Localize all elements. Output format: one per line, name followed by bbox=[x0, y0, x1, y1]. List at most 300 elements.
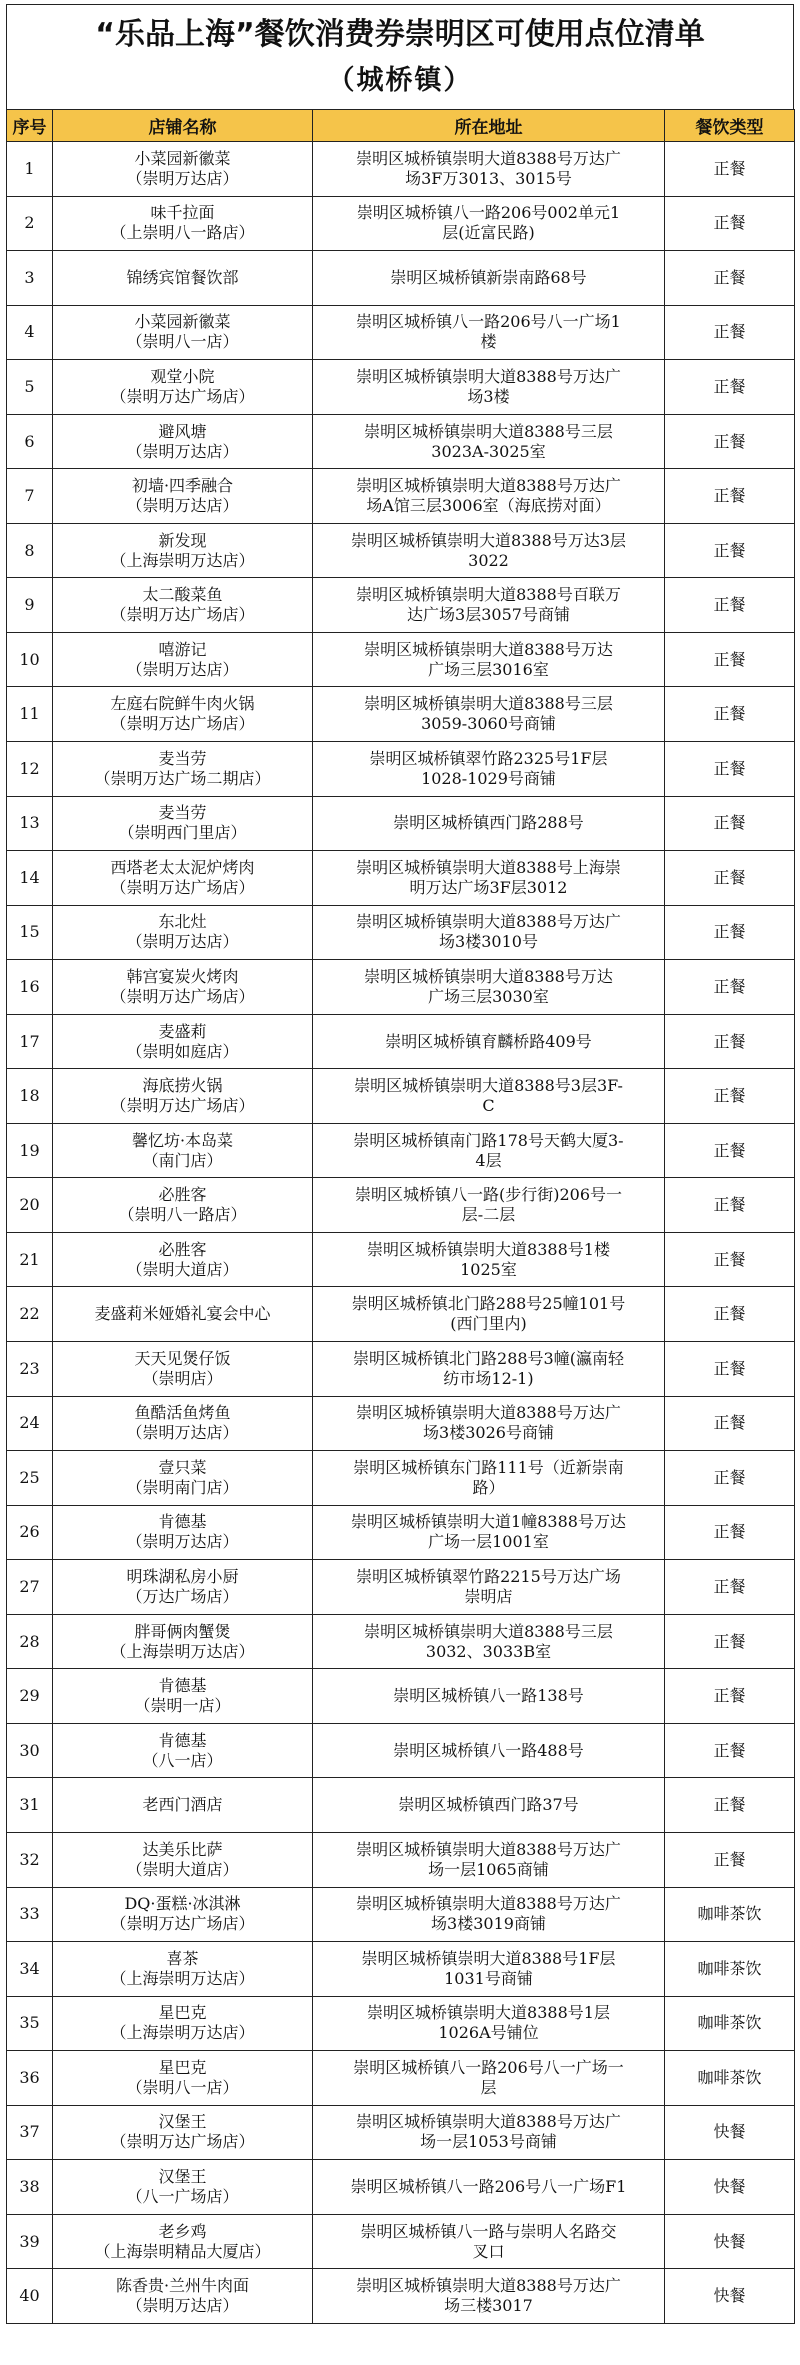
address-cell bbox=[313, 1560, 665, 1615]
store-name: 肯德基 bbox=[158, 1730, 207, 1750]
cuisine-type: 正餐 bbox=[665, 251, 795, 306]
table-row bbox=[7, 1232, 795, 1287]
store-name-cell bbox=[53, 142, 313, 197]
store-branch: （崇明万达广场店） bbox=[110, 386, 255, 406]
store-name-cell bbox=[53, 523, 313, 578]
address-line: 崇明区城桥镇崇明大道8388号1楼 bbox=[367, 1239, 610, 1259]
store-name: 麦当劳 bbox=[158, 748, 207, 768]
address-line: 路） bbox=[472, 1477, 505, 1497]
row-number: 27 bbox=[7, 1560, 53, 1615]
store-name-cell bbox=[53, 1942, 313, 1997]
row-number: 22 bbox=[7, 1287, 53, 1342]
table-row bbox=[7, 1342, 795, 1397]
store-name: 小菜园新徽菜 bbox=[134, 312, 231, 332]
store-name: 麦盛莉 bbox=[158, 1021, 207, 1041]
table-row bbox=[7, 2269, 795, 2324]
address-cell bbox=[313, 2160, 665, 2215]
table-body bbox=[7, 142, 795, 2324]
address-line: 广场三层3030室 bbox=[428, 986, 549, 1006]
address-line: 崇明区城桥镇崇明大道8388号万达广 bbox=[356, 1839, 621, 1859]
cuisine-type: 正餐 bbox=[665, 1451, 795, 1506]
store-branch: （崇明八一路店） bbox=[118, 1205, 247, 1225]
store-name: 陈香贵·兰州牛肉面 bbox=[115, 2276, 250, 2296]
address-cell bbox=[313, 1451, 665, 1506]
row-number: 21 bbox=[7, 1232, 53, 1287]
address-cell bbox=[313, 1887, 665, 1942]
store-branch: （八一店） bbox=[142, 1750, 223, 1770]
table-row bbox=[7, 414, 795, 469]
store-name-cell bbox=[53, 1614, 313, 1669]
address-line: 4层 bbox=[475, 1150, 502, 1170]
address-line: 场一层1065商铺 bbox=[428, 1859, 549, 1879]
store-name-cell bbox=[53, 414, 313, 469]
store-name-cell bbox=[53, 1069, 313, 1124]
store-name-cell bbox=[53, 251, 313, 306]
table-row bbox=[7, 1069, 795, 1124]
cuisine-type: 正餐 bbox=[665, 414, 795, 469]
table-row bbox=[7, 1123, 795, 1178]
address-cell bbox=[313, 687, 665, 742]
address-line: 3032、3033B室 bbox=[425, 1641, 552, 1661]
address-cell bbox=[313, 1123, 665, 1178]
address-line: 达广场3层3057号商铺 bbox=[407, 605, 570, 625]
store-name-cell bbox=[53, 1669, 313, 1724]
table-row bbox=[7, 523, 795, 578]
store-name-cell bbox=[53, 960, 313, 1015]
row-number: 18 bbox=[7, 1069, 53, 1124]
table-row bbox=[7, 1560, 795, 1615]
address-cell bbox=[313, 1942, 665, 1997]
store-name-cell bbox=[53, 2269, 313, 2324]
cuisine-type: 正餐 bbox=[665, 851, 795, 906]
address-line: 场一层1053号商铺 bbox=[420, 2132, 557, 2152]
address-line: 3059-3060号商铺 bbox=[421, 714, 556, 734]
row-number: 32 bbox=[7, 1832, 53, 1887]
address-line: 崇明区城桥镇崇明大道8388号万达 bbox=[364, 966, 613, 986]
address-cell bbox=[313, 1723, 665, 1778]
address-cell bbox=[313, 2105, 665, 2160]
cuisine-type: 快餐 bbox=[665, 2214, 795, 2269]
row-number: 2 bbox=[7, 196, 53, 251]
store-name-cell bbox=[53, 851, 313, 906]
address-line: 崇明区城桥镇北门路288号25幢101号 bbox=[351, 1294, 626, 1314]
address-line: 崇明区城桥镇崇明大道8388号万达广 bbox=[356, 912, 621, 932]
address-line: 崇明区城桥镇崇明大道8388号1层 bbox=[367, 2003, 610, 2023]
row-number: 36 bbox=[7, 2051, 53, 2106]
table-row bbox=[7, 1614, 795, 1669]
row-number: 4 bbox=[7, 305, 53, 360]
address-line: 崇明区城桥镇翠竹路2215号万达广场 bbox=[356, 1566, 621, 1586]
table-row bbox=[7, 1396, 795, 1451]
store-branch: （上崇明八一路店） bbox=[110, 223, 255, 243]
store-name: DQ·蛋糕·冰淇淋 bbox=[124, 1894, 241, 1914]
cuisine-type: 正餐 bbox=[665, 905, 795, 960]
cuisine-type: 正餐 bbox=[665, 1560, 795, 1615]
cuisine-type: 正餐 bbox=[665, 142, 795, 197]
store-name: 鱼酷活鱼烤鱼 bbox=[134, 1403, 231, 1423]
store-branch: （崇明一店） bbox=[134, 1696, 231, 1716]
address-line: 场3楼3026号商铺 bbox=[423, 1423, 554, 1443]
address-line: 崇明区城桥镇崇明大道8388号万达广 bbox=[356, 1403, 621, 1423]
row-number: 39 bbox=[7, 2214, 53, 2269]
store-branch: （崇明万达店） bbox=[126, 2296, 239, 2316]
row-number: 12 bbox=[7, 742, 53, 797]
cuisine-type: 正餐 bbox=[665, 578, 795, 633]
store-branch: （崇明万达店） bbox=[126, 441, 239, 461]
table-row bbox=[7, 360, 795, 415]
address-line: 广场三层3016室 bbox=[428, 659, 549, 679]
table-row bbox=[7, 305, 795, 360]
table-row bbox=[7, 905, 795, 960]
store-name-cell bbox=[53, 687, 313, 742]
row-number: 24 bbox=[7, 1396, 53, 1451]
store-branch: （南门店） bbox=[142, 1150, 223, 1170]
address-line: 场3F万3013、3015号 bbox=[405, 168, 572, 188]
address-cell bbox=[313, 1996, 665, 2051]
store-branch: （崇明万达店） bbox=[126, 168, 239, 188]
address-line: 楼 bbox=[480, 332, 497, 352]
table-row bbox=[7, 1887, 795, 1942]
address-line: 纺市场12-1) bbox=[443, 1368, 534, 1388]
address-line: 崇明区城桥镇崇明大道8388号万达广 bbox=[356, 366, 621, 386]
table-row bbox=[7, 2051, 795, 2106]
address-line: (西门里内) bbox=[450, 1314, 527, 1334]
address-line: 崇明区城桥镇崇明大道8388号万达广 bbox=[356, 476, 621, 496]
store-name-cell bbox=[53, 2105, 313, 2160]
address-line: 崇明区城桥镇崇明大道8388号万达广 bbox=[356, 1894, 621, 1914]
address-line: 崇明区城桥镇崇明大道8388号万达广 bbox=[356, 148, 621, 168]
address-line: 1026A号铺位 bbox=[438, 2023, 539, 2043]
address-line: 崇明区城桥镇崇明大道8388号1F层 bbox=[361, 1948, 616, 1968]
table-header-row bbox=[7, 110, 795, 142]
address-line: 崇明区城桥镇八一路与崇明人名路交 bbox=[360, 2221, 617, 2241]
store-name: 老乡鸡 bbox=[158, 2221, 207, 2241]
store-name-cell bbox=[53, 796, 313, 851]
address-cell bbox=[313, 1778, 665, 1833]
address-cell bbox=[313, 251, 665, 306]
table-row bbox=[7, 469, 795, 524]
store-branch: （崇明万达店） bbox=[126, 1532, 239, 1552]
page-subtitle: （城桥镇） bbox=[327, 65, 473, 96]
store-branch: （崇明万达广场店） bbox=[110, 605, 255, 625]
address-cell bbox=[313, 578, 665, 633]
address-cell bbox=[313, 523, 665, 578]
table-row bbox=[7, 1178, 795, 1233]
page-title: “乐品上海”餐饮消费券崇明区可使用点位清单 bbox=[95, 17, 705, 52]
address-line: 场A馆三层3006室（海底捞对面） bbox=[366, 496, 611, 516]
venue-table bbox=[6, 109, 795, 2324]
store-branch: （崇明万达广场店） bbox=[110, 877, 255, 897]
address-line: 崇明区城桥镇崇明大道8388号3层3F- bbox=[354, 1076, 623, 1096]
store-name: 太二酸菜鱼 bbox=[142, 585, 223, 605]
store-name: 老西门酒店 bbox=[142, 1795, 223, 1815]
address-cell bbox=[313, 414, 665, 469]
store-name: 天天见煲仔饭 bbox=[134, 1348, 231, 1368]
cuisine-type: 正餐 bbox=[665, 1832, 795, 1887]
address-line: 1031号商铺 bbox=[444, 1968, 533, 1988]
store-name: 麦盛莉米娅婚礼宴会中心 bbox=[94, 1304, 271, 1324]
store-name: 肯德基 bbox=[158, 1676, 207, 1696]
store-name-cell bbox=[53, 469, 313, 524]
store-name-cell bbox=[53, 578, 313, 633]
row-number: 26 bbox=[7, 1505, 53, 1560]
store-name: 汉堡王 bbox=[158, 2167, 207, 2186]
address-line: 崇明区城桥镇北门路288号3幢(瀛南轻 bbox=[353, 1348, 624, 1368]
address-line: 场3楼3010号 bbox=[439, 932, 538, 952]
cuisine-type: 正餐 bbox=[665, 1014, 795, 1069]
address-cell bbox=[313, 905, 665, 960]
store-name-cell bbox=[53, 196, 313, 251]
address-line: 崇明区城桥镇崇明大道8388号万达广 bbox=[356, 2276, 621, 2296]
table-row bbox=[7, 1014, 795, 1069]
table-row bbox=[7, 142, 795, 197]
cuisine-type: 快餐 bbox=[665, 2269, 795, 2324]
address-cell bbox=[313, 632, 665, 687]
row-number: 34 bbox=[7, 1942, 53, 1997]
store-branch: （崇明南门店） bbox=[126, 1477, 239, 1497]
address-line: 场三楼3017 bbox=[444, 2296, 533, 2316]
store-name: 星巴克 bbox=[158, 2057, 207, 2077]
row-number: 31 bbox=[7, 1778, 53, 1833]
store-name-cell bbox=[53, 1505, 313, 1560]
address-cell bbox=[313, 796, 665, 851]
cuisine-type: 咖啡茶饮 bbox=[665, 1996, 795, 2051]
cuisine-type: 正餐 bbox=[665, 1123, 795, 1178]
address-line: 崇明区城桥镇育麟桥路409号 bbox=[385, 1031, 592, 1051]
address-line: 崇明区城桥镇南门路178号天鹤大厦3- bbox=[353, 1130, 624, 1150]
store-name-cell bbox=[53, 1451, 313, 1506]
store-name-cell bbox=[53, 1723, 313, 1778]
address-line: 叉口 bbox=[472, 2241, 505, 2261]
store-name-cell bbox=[53, 1178, 313, 1233]
store-branch: （崇明万达店） bbox=[126, 496, 239, 516]
store-name: 东北灶 bbox=[158, 912, 207, 932]
store-name-cell bbox=[53, 1014, 313, 1069]
address-cell bbox=[313, 2051, 665, 2106]
address-cell bbox=[313, 1342, 665, 1397]
store-branch: （万达广场店） bbox=[126, 1586, 239, 1606]
store-name-cell bbox=[53, 2051, 313, 2106]
address-line: 崇明区城桥镇翠竹路2325号1F层 bbox=[369, 748, 608, 768]
cuisine-type: 正餐 bbox=[665, 1178, 795, 1233]
cuisine-type: 咖啡茶饮 bbox=[665, 1942, 795, 1997]
column-header-address: 所在地址 bbox=[313, 110, 665, 142]
address-line: 层 bbox=[480, 2077, 497, 2097]
store-branch: （崇明八一店） bbox=[126, 332, 239, 352]
column-header-type: 餐饮类型 bbox=[665, 110, 795, 142]
row-number: 33 bbox=[7, 1887, 53, 1942]
address-cell bbox=[313, 469, 665, 524]
address-cell bbox=[313, 1832, 665, 1887]
store-name: 西塔老太太泥炉烤肉 bbox=[110, 857, 255, 877]
store-name: 初墙·四季融合 bbox=[131, 476, 234, 496]
store-branch: （上海崇明精品大厦店） bbox=[94, 2241, 271, 2261]
address-line: 崇明区城桥镇八一路206号002单元1 bbox=[356, 203, 621, 223]
address-line: 崇明区城桥镇崇明大道8388号百联万 bbox=[356, 585, 621, 605]
cuisine-type: 正餐 bbox=[665, 196, 795, 251]
table-row bbox=[7, 2105, 795, 2160]
address-cell bbox=[313, 142, 665, 197]
address-line: C bbox=[482, 1096, 495, 1116]
address-line: 崇明区城桥镇崇明大道8388号万达3层 bbox=[351, 530, 626, 550]
table-row bbox=[7, 1723, 795, 1778]
store-branch: （崇明大道店） bbox=[126, 1859, 239, 1879]
store-name-cell bbox=[53, 1342, 313, 1397]
address-cell bbox=[313, 1669, 665, 1724]
table-row bbox=[7, 578, 795, 633]
store-name-cell bbox=[53, 360, 313, 415]
store-name-cell bbox=[53, 1232, 313, 1287]
table-row bbox=[7, 1942, 795, 1997]
address-line: 广场一层1001室 bbox=[428, 1532, 549, 1552]
store-branch: （崇明万达广场二期店） bbox=[94, 768, 271, 788]
row-number: 15 bbox=[7, 905, 53, 960]
row-number: 8 bbox=[7, 523, 53, 578]
store-branch: （崇明万达店） bbox=[126, 659, 239, 679]
store-name: 避风塘 bbox=[158, 421, 207, 441]
row-number: 23 bbox=[7, 1342, 53, 1397]
address-line: 崇明区城桥镇崇明大道8388号上海崇 bbox=[356, 857, 621, 877]
store-name-cell bbox=[53, 1123, 313, 1178]
address-cell bbox=[313, 196, 665, 251]
cuisine-type: 正餐 bbox=[665, 1614, 795, 1669]
table-row bbox=[7, 1505, 795, 1560]
address-cell bbox=[313, 1178, 665, 1233]
cuisine-type: 正餐 bbox=[665, 1342, 795, 1397]
address-line: 3023A-3025室 bbox=[431, 441, 546, 461]
address-cell bbox=[313, 1014, 665, 1069]
address-cell bbox=[313, 742, 665, 797]
store-branch: （上海崇明万达店） bbox=[110, 1968, 255, 1988]
address-line: 崇明区城桥镇八一路(步行街)206号一 bbox=[354, 1185, 623, 1205]
store-name: 左庭右院鲜牛肉火锅 bbox=[110, 694, 255, 714]
table-row bbox=[7, 960, 795, 1015]
address-cell bbox=[313, 1614, 665, 1669]
store-name: 星巴克 bbox=[158, 2003, 207, 2023]
cuisine-type: 咖啡茶饮 bbox=[665, 1887, 795, 1942]
store-name-cell bbox=[53, 1287, 313, 1342]
row-number: 7 bbox=[7, 469, 53, 524]
address-line: 3022 bbox=[468, 550, 509, 570]
table-row bbox=[7, 2214, 795, 2269]
store-name-cell bbox=[53, 1560, 313, 1615]
address-line: 场3楼 bbox=[467, 386, 510, 406]
address-line: 1028-1029号商铺 bbox=[421, 768, 556, 788]
row-number: 1 bbox=[7, 142, 53, 197]
address-line: 崇明区城桥镇崇明大道1幢8388号万达 bbox=[351, 1512, 626, 1532]
address-cell bbox=[313, 851, 665, 906]
row-number: 30 bbox=[7, 1723, 53, 1778]
cuisine-type: 正餐 bbox=[665, 687, 795, 742]
address-line: 崇明店 bbox=[464, 1586, 513, 1606]
row-number: 38 bbox=[7, 2160, 53, 2215]
row-number: 28 bbox=[7, 1614, 53, 1669]
store-name-cell bbox=[53, 2160, 313, 2215]
store-name: 锦绣宾馆餐饮部 bbox=[126, 267, 239, 287]
table-row bbox=[7, 1832, 795, 1887]
store-branch: （崇明万达广场店） bbox=[110, 1096, 255, 1116]
store-branch: （崇明万达广场店） bbox=[110, 1914, 255, 1934]
store-branch: （崇明大道店） bbox=[126, 1259, 239, 1279]
store-branch: （崇明店） bbox=[142, 1368, 223, 1388]
store-name: 嘻游记 bbox=[158, 639, 207, 659]
address-cell bbox=[313, 2269, 665, 2324]
address-line: 崇明区城桥镇西门路37号 bbox=[398, 1795, 579, 1815]
store-name: 馨忆坊·本岛菜 bbox=[131, 1130, 234, 1150]
table-row bbox=[7, 1996, 795, 2051]
table-row bbox=[7, 742, 795, 797]
cuisine-type: 快餐 bbox=[665, 2160, 795, 2215]
row-number: 19 bbox=[7, 1123, 53, 1178]
store-name: 味千拉面 bbox=[150, 203, 215, 223]
row-number: 17 bbox=[7, 1014, 53, 1069]
table-row bbox=[7, 2160, 795, 2215]
store-branch: （崇明万达店） bbox=[126, 1423, 239, 1443]
address-cell bbox=[313, 305, 665, 360]
address-line: 层(近富民路) bbox=[442, 223, 535, 243]
row-number: 10 bbox=[7, 632, 53, 687]
row-number: 6 bbox=[7, 414, 53, 469]
cuisine-type: 正餐 bbox=[665, 1287, 795, 1342]
table-row bbox=[7, 851, 795, 906]
store-branch: （崇明西门里店） bbox=[118, 823, 247, 843]
address-line: 崇明区城桥镇八一路206号八一广场F1 bbox=[350, 2177, 627, 2196]
address-cell bbox=[313, 1232, 665, 1287]
address-line: 崇明区城桥镇崇明大道8388号三层 bbox=[364, 1621, 613, 1641]
cuisine-type: 正餐 bbox=[665, 469, 795, 524]
column-header-name: 店铺名称 bbox=[53, 110, 313, 142]
row-number: 9 bbox=[7, 578, 53, 633]
address-line: 崇明区城桥镇八一路206号八一广场1 bbox=[356, 312, 621, 332]
row-number: 37 bbox=[7, 2105, 53, 2160]
store-name: 肯德基 bbox=[158, 1512, 207, 1532]
cuisine-type: 正餐 bbox=[665, 1232, 795, 1287]
address-cell bbox=[313, 1287, 665, 1342]
table-row bbox=[7, 796, 795, 851]
table-row bbox=[7, 1451, 795, 1506]
cuisine-type: 正餐 bbox=[665, 1396, 795, 1451]
address-line: 崇明区城桥镇八一路138号 bbox=[393, 1686, 584, 1706]
row-number: 29 bbox=[7, 1669, 53, 1724]
row-number: 16 bbox=[7, 960, 53, 1015]
row-number: 11 bbox=[7, 687, 53, 742]
store-name-cell bbox=[53, 1778, 313, 1833]
title-box bbox=[6, 4, 794, 109]
address-line: 崇明区城桥镇西门路288号 bbox=[393, 813, 584, 833]
address-cell bbox=[313, 1069, 665, 1124]
store-name: 必胜客 bbox=[158, 1239, 207, 1259]
store-name: 海底捞火锅 bbox=[142, 1076, 223, 1096]
store-name-cell bbox=[53, 1396, 313, 1451]
cuisine-type: 正餐 bbox=[665, 1505, 795, 1560]
store-name: 新发现 bbox=[158, 530, 207, 550]
store-name: 韩宫宴炭火烤肉 bbox=[126, 966, 239, 986]
table-row bbox=[7, 1669, 795, 1724]
row-number: 20 bbox=[7, 1178, 53, 1233]
store-name: 明珠湖私房小厨 bbox=[126, 1566, 239, 1586]
store-name: 麦当劳 bbox=[158, 803, 207, 823]
store-branch: （崇明万达广场店） bbox=[110, 986, 255, 1006]
cuisine-type: 正餐 bbox=[665, 1723, 795, 1778]
store-branch: （八一广场店） bbox=[126, 2187, 239, 2206]
cuisine-type: 正餐 bbox=[665, 1069, 795, 1124]
address-line: 崇明区城桥镇八一路206号八一广场一 bbox=[353, 2057, 624, 2077]
store-branch: （崇明万达广场店） bbox=[110, 714, 255, 734]
address-line: 崇明区城桥镇八一路488号 bbox=[393, 1740, 584, 1760]
row-number: 35 bbox=[7, 1996, 53, 2051]
store-name: 壹只菜 bbox=[158, 1457, 207, 1477]
row-number: 5 bbox=[7, 360, 53, 415]
